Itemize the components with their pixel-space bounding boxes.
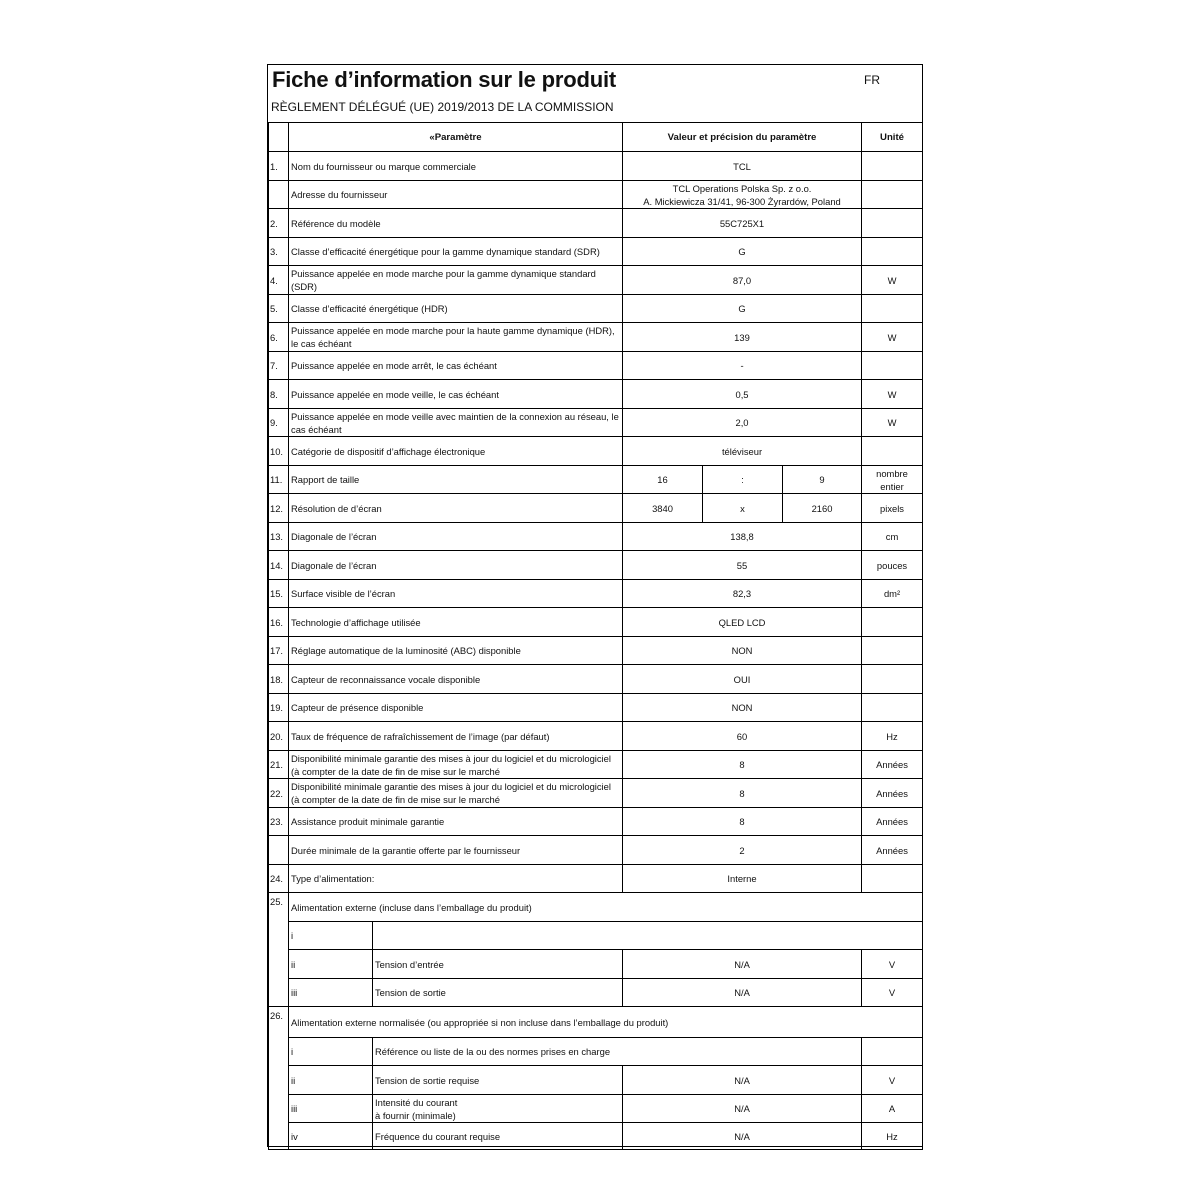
label-line-1: Intensité du courant	[375, 1096, 458, 1108]
table-header-row	[269, 123, 923, 152]
table-row	[269, 209, 923, 238]
row-parameter: Assistance produit minimale garantie	[289, 808, 623, 836]
table-row	[269, 181, 923, 209]
sub-row	[269, 950, 923, 979]
row-unit	[862, 665, 923, 694]
row-parameter: Technologie d’affichage utilisée	[289, 608, 623, 637]
sub-row-value: N/A	[623, 1095, 862, 1123]
sub-row-index: i	[289, 922, 373, 950]
aspect-ratio-width: 16	[623, 466, 703, 494]
row-parameter: Réglage automatique de la luminosité (ABC) disponible	[289, 637, 623, 665]
row-value: TCL	[623, 152, 862, 181]
row-number: 7.	[269, 352, 289, 380]
table-row	[269, 152, 923, 181]
row-unit: W	[862, 323, 923, 352]
table-row	[269, 865, 923, 893]
row-unit: Années	[862, 751, 923, 779]
sub-row-index: i	[289, 1038, 373, 1066]
row-unit: pouces	[862, 551, 923, 580]
row-value: -	[623, 352, 862, 380]
sub-row	[269, 922, 923, 950]
sub-row-label: Fréquence du courant requise	[373, 1123, 623, 1150]
sub-row-value: N/A	[623, 1123, 862, 1150]
row-number: 6.	[269, 323, 289, 352]
row-parameter: Puissance appelée en mode marche pour la gamme dynamique standard (SDR)	[289, 266, 623, 295]
row-value: 55C725X1	[623, 209, 862, 238]
row-unit	[862, 608, 923, 637]
row-number: 1.	[269, 152, 289, 181]
row-unit: dm²	[862, 580, 923, 608]
row-unit: pixels	[862, 494, 923, 523]
row-parameter: Puissance appelée en mode veille, le cas échéant	[289, 380, 623, 409]
row-parameter: Taux de fréquence de rafraîchissement de l’image (par défaut)	[289, 722, 623, 751]
row-parameter: Puissance appelée en mode marche pour la haute gamme dynamique (HDR), le cas échéant	[289, 323, 623, 352]
table-row	[269, 751, 923, 779]
section-title: Alimentation externe normalisée (ou appropriée si non incluse dans l’emballage du produit)	[289, 1007, 923, 1038]
row-unit: nombre entier	[862, 466, 923, 494]
row-number: 20.	[269, 722, 289, 751]
table-row	[269, 494, 923, 523]
sub-row-index: iii	[289, 1095, 373, 1123]
row-unit: Années	[862, 779, 923, 808]
sub-row-unit: V	[862, 979, 923, 1007]
row-value: téléviseur	[623, 437, 862, 466]
table-row	[269, 409, 923, 437]
row-number: 9.	[269, 409, 289, 437]
row-number: 16.	[269, 608, 289, 637]
row-parameter: Résolution de d’écran	[289, 494, 623, 523]
row-number: 5.	[269, 295, 289, 323]
sub-row-index: iv	[289, 1123, 373, 1150]
sub-row	[269, 1066, 923, 1095]
sub-row-unit: A	[862, 1095, 923, 1123]
table-row	[269, 551, 923, 580]
row-number: 10.	[269, 437, 289, 466]
row-number: 8.	[269, 380, 289, 409]
table-row	[269, 437, 923, 466]
row-unit	[862, 152, 923, 181]
sub-row-label	[373, 922, 923, 950]
sub-row-value: N/A	[623, 1066, 862, 1095]
row-value: 8	[623, 808, 862, 836]
language-code: FR	[864, 73, 880, 87]
row-value: QLED LCD	[623, 608, 862, 637]
row-parameter: Classe d’efficacité énergétique pour la gamme dynamique standard (SDR)	[289, 238, 623, 266]
table-row	[269, 637, 923, 665]
table-row	[269, 580, 923, 608]
row-parameter: Type d’alimentation:	[289, 865, 623, 893]
row-number: 15.	[269, 580, 289, 608]
sub-row	[269, 1095, 923, 1123]
row-parameter: Diagonale de l’écran	[289, 551, 623, 580]
row-value: G	[623, 295, 862, 323]
sub-row	[269, 979, 923, 1007]
row-parameter: Catégorie de dispositif d’affichage électronique	[289, 437, 623, 466]
row-parameter: Capteur de reconnaissance vocale disponible	[289, 665, 623, 694]
row-parameter: Disponibilité minimale garantie des mises à jour du logiciel et du micrologiciel (à compter de la date de fin de mise sur le marché	[289, 751, 623, 779]
row-parameter: Surface visible de l’écran	[289, 580, 623, 608]
row-parameter: Disponibilité minimale garantie des mises à jour du logiciel et du micrologiciel (à compter de la date de fin de mise sur le marché	[289, 779, 623, 808]
row-number	[269, 181, 289, 209]
row-number: 12.	[269, 494, 289, 523]
row-value: NON	[623, 637, 862, 665]
sub-row	[269, 1038, 923, 1066]
row-unit: W	[862, 266, 923, 295]
product-information-sheet	[267, 64, 923, 1147]
row-parameter: Rapport de taille	[289, 466, 623, 494]
header-parameter: «Paramètre	[289, 123, 623, 152]
resolution-height: 2160	[783, 494, 862, 523]
row-unit	[862, 865, 923, 893]
sub-row-index: iii	[289, 979, 373, 1007]
sub-row-value: N/A	[623, 950, 862, 979]
sub-row-unit	[862, 1038, 923, 1066]
row-value: 8	[623, 779, 862, 808]
row-unit: W	[862, 409, 923, 437]
row-unit	[862, 637, 923, 665]
table-row	[269, 722, 923, 751]
row-number: 26.	[269, 1007, 289, 1150]
row-number: 2.	[269, 209, 289, 238]
row-value: NON	[623, 694, 862, 722]
row-unit	[862, 295, 923, 323]
row-parameter: Adresse du fournisseur	[289, 181, 623, 209]
row-unit	[862, 437, 923, 466]
address-line-2: A. Mickiewicza 31/41, 96-300 Żyrardów, Poland	[643, 195, 841, 207]
row-value: 8	[623, 751, 862, 779]
row-number: 19.	[269, 694, 289, 722]
table-row	[269, 779, 923, 808]
table-row	[269, 523, 923, 551]
address-line-1: TCL Operations Polska Sp. z o.o.	[672, 182, 812, 194]
row-number: 11.	[269, 466, 289, 494]
sub-row-label: Référence ou liste de la ou des normes prises en charge	[373, 1038, 862, 1066]
row-parameter: Durée minimale de la garantie offerte par le fournisseur	[289, 836, 623, 865]
sub-row-label: Tension de sortie	[373, 979, 623, 1007]
row-number: 4.	[269, 266, 289, 295]
sub-row-label: Tension de sortie requise	[373, 1066, 623, 1095]
row-unit	[862, 238, 923, 266]
header-unit: Unité	[862, 123, 923, 152]
label-line-2: à fournir (minimale)	[375, 1109, 456, 1121]
row-value: 139	[623, 323, 862, 352]
row-number: 25.	[269, 893, 289, 1007]
row-number: 24.	[269, 865, 289, 893]
row-value: OUI	[623, 665, 862, 694]
row-number: 17.	[269, 637, 289, 665]
row-number: 3.	[269, 238, 289, 266]
row-unit	[862, 694, 923, 722]
table-row	[269, 836, 923, 865]
row-value: 60	[623, 722, 862, 751]
row-unit: W	[862, 380, 923, 409]
table-row	[269, 266, 923, 295]
sub-row-label: Tension d’entrée	[373, 950, 623, 979]
table-row	[269, 238, 923, 266]
row-number: 13.	[269, 523, 289, 551]
row-number: 22.	[269, 779, 289, 808]
header-value: Valeur et précision du paramètre	[623, 123, 862, 152]
row-parameter: Capteur de présence disponible	[289, 694, 623, 722]
row-parameter: Diagonale de l’écran	[289, 523, 623, 551]
regulation-subtitle: RÈGLEMENT DÉLÉGUÉ (UE) 2019/2013 DE LA COMMISSION	[271, 100, 614, 114]
table-row	[269, 380, 923, 409]
section-row-standard-power	[269, 1007, 923, 1038]
section-row-external-power	[269, 893, 923, 922]
parameters-table	[268, 122, 923, 1150]
resolution-width: 3840	[623, 494, 703, 523]
table-row	[269, 323, 923, 352]
table-row	[269, 808, 923, 836]
sub-row-unit: V	[862, 950, 923, 979]
page-title: Fiche d’information sur le produit	[272, 67, 616, 92]
sub-row-value: N/A	[623, 979, 862, 1007]
aspect-ratio-height: 9	[783, 466, 862, 494]
row-unit: Années	[862, 836, 923, 865]
row-parameter: Puissance appelée en mode veille avec maintien de la connexion au réseau, le cas échéant	[289, 409, 623, 437]
table-row	[269, 608, 923, 637]
row-parameter: Nom du fournisseur ou marque commerciale	[289, 152, 623, 181]
row-value: 138,8	[623, 523, 862, 551]
table-row	[269, 694, 923, 722]
header-num-cell	[269, 123, 289, 152]
row-value: 0,5	[623, 380, 862, 409]
table-row	[269, 466, 923, 494]
sub-row-index: ii	[289, 1066, 373, 1095]
row-value: 87,0	[623, 266, 862, 295]
resolution-separator: x	[703, 494, 783, 523]
row-number: 21.	[269, 751, 289, 779]
sub-row-unit: V	[862, 1066, 923, 1095]
row-number: 23.	[269, 808, 289, 836]
row-number	[269, 836, 289, 865]
sub-row-unit: Hz	[862, 1123, 923, 1150]
row-value: 55	[623, 551, 862, 580]
section-title: Alimentation externe (incluse dans l’emballage du produit)	[289, 893, 923, 922]
sub-row-index: ii	[289, 950, 373, 979]
row-value: Interne	[623, 865, 862, 893]
row-unit: cm	[862, 523, 923, 551]
row-unit	[862, 352, 923, 380]
row-value: 2	[623, 836, 862, 865]
table-row	[269, 295, 923, 323]
table-row	[269, 665, 923, 694]
sub-row-label	[373, 1095, 623, 1123]
row-parameter: Référence du modèle	[289, 209, 623, 238]
row-number: 14.	[269, 551, 289, 580]
supplier-address-value	[623, 181, 862, 209]
row-number: 18.	[269, 665, 289, 694]
row-value: 82,3	[623, 580, 862, 608]
row-unit	[862, 209, 923, 238]
row-value: G	[623, 238, 862, 266]
row-unit	[862, 181, 923, 209]
row-value: 2,0	[623, 409, 862, 437]
row-parameter: Puissance appelée en mode arrêt, le cas échéant	[289, 352, 623, 380]
table-row	[269, 352, 923, 380]
aspect-ratio-separator: :	[703, 466, 783, 494]
sub-row	[269, 1123, 923, 1150]
row-unit: Hz	[862, 722, 923, 751]
row-unit: Années	[862, 808, 923, 836]
row-parameter: Classe d’efficacité énergétique (HDR)	[289, 295, 623, 323]
